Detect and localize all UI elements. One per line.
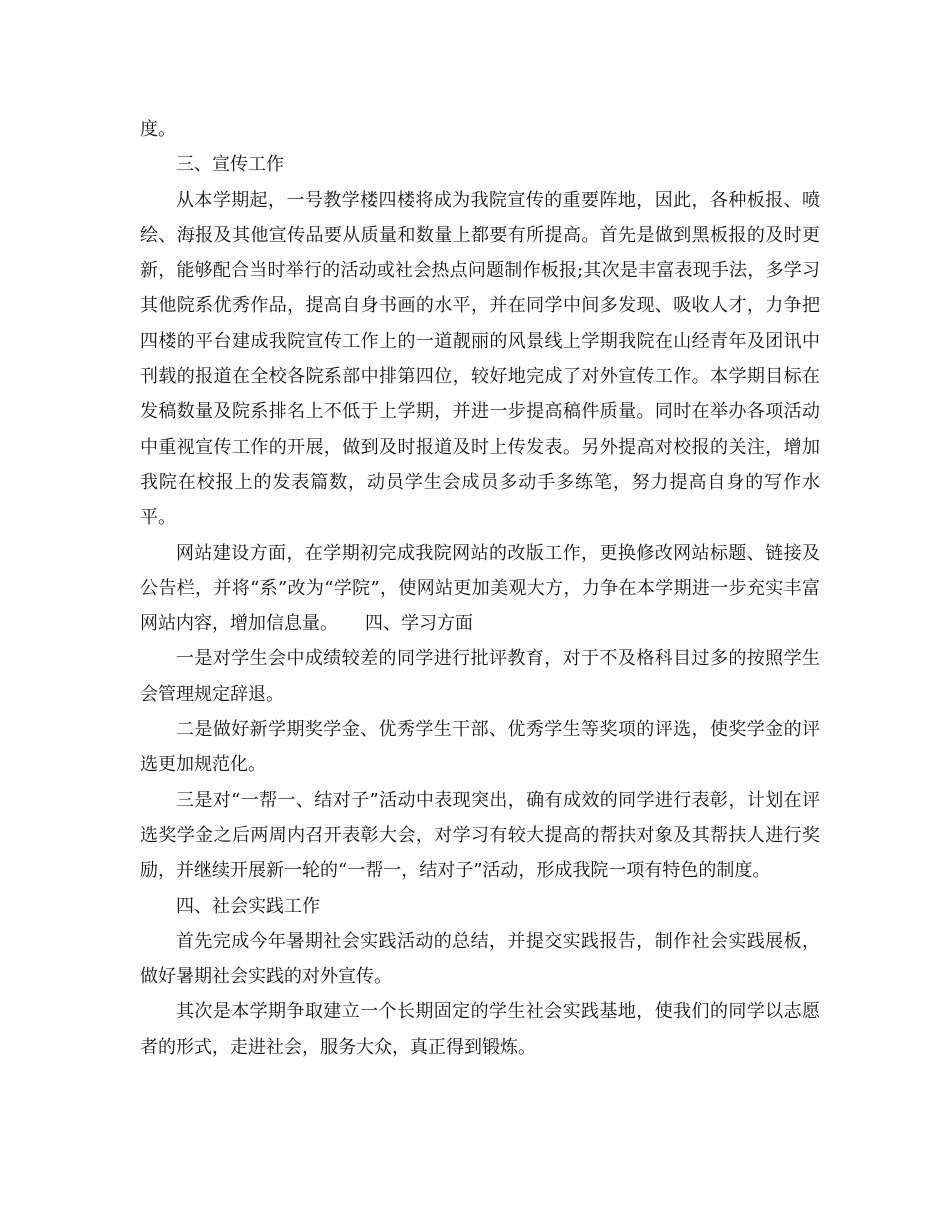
- paragraph-study-3: 三是对“一帮一、结对子”活动中表现突出，确有成效的同学进行表彰，计划在评选奖学金之后两周内召开表彰大会，对学习有较大提高的帮扶对象及其帮扶人进行奖励，并继续开展新一轮的“一帮一，结对子”活动，形成我院一项有特色的制度。: [140, 789, 820, 882]
- paragraph-website: 网站建设方面，在学期初完成我院网站的改版工作，更换修改网站标题、链接及公告栏，并将“系”改为“学院”，使网站更加美观大方，力争在本学期进一步充实丰富网站内容，增加信息量。 四、学习方面: [140, 542, 820, 635]
- paragraph-study-2: 二是做好新学期奖学金、优秀学生干部、优秀学生等奖项的评选，使奖学金的评选更加规范化。: [140, 719, 820, 776]
- paragraph-practice-1: 首先完成今年暑期社会实践活动的总结，并提交实践报告，制作社会实践展板，做好暑期社会实践的对外宣传。: [140, 930, 820, 988]
- section-heading-publicity: 三、宣传工作: [176, 154, 284, 176]
- section-heading-practice: 四、社会实践工作: [176, 895, 320, 917]
- paragraph-continuation: 度。: [140, 119, 176, 140]
- paragraph-practice-2: 其次是本学期争取建立一个长期固定的学生社会实践基地，使我们的同学以志愿者的形式，走进社会，服务大众，真正得到锻炼。: [140, 1001, 820, 1058]
- paragraph-study-1: 一是对学生会中成绩较差的同学进行批评教育，对于不及格科目过多的按照学生会管理规定辞退。: [140, 648, 820, 705]
- paragraph-publicity: 从本学期起，一号教学楼四楼将成为我院宣传的重要阵地，因此，各种板报、喷绘、海报及其他宣传品要从质量和数量上都要有所提高。首先是做到黑板报的及时更新，能够配合当时举行的活动或社会热点问题制作板报;其次是丰富表现手法，多学习其他院系优秀作品，提高自身书画的水平，并在同学中间多发现、吸收人才，力争把四楼的平台建成我院宣传工作上的一道靓丽的风景线上学期我院在山经青年及团讯中刊载的报道在全校各院系部中排第四位，较好地完成了对外宣传工作。本学期目标在发稿数量及院系排名上不低于上学期，并进一步提高稿件质量。同时在举办各项活动中重视宣传工作的开展，做到及时报道及时上传发表。另外提高对校报的关注，增加我院在校报上的发表篇数，动员学生会成员多动手多练笔，努力提高自身的写作水平。: [140, 189, 820, 529]
- document-page: [140, 112, 820, 1065]
